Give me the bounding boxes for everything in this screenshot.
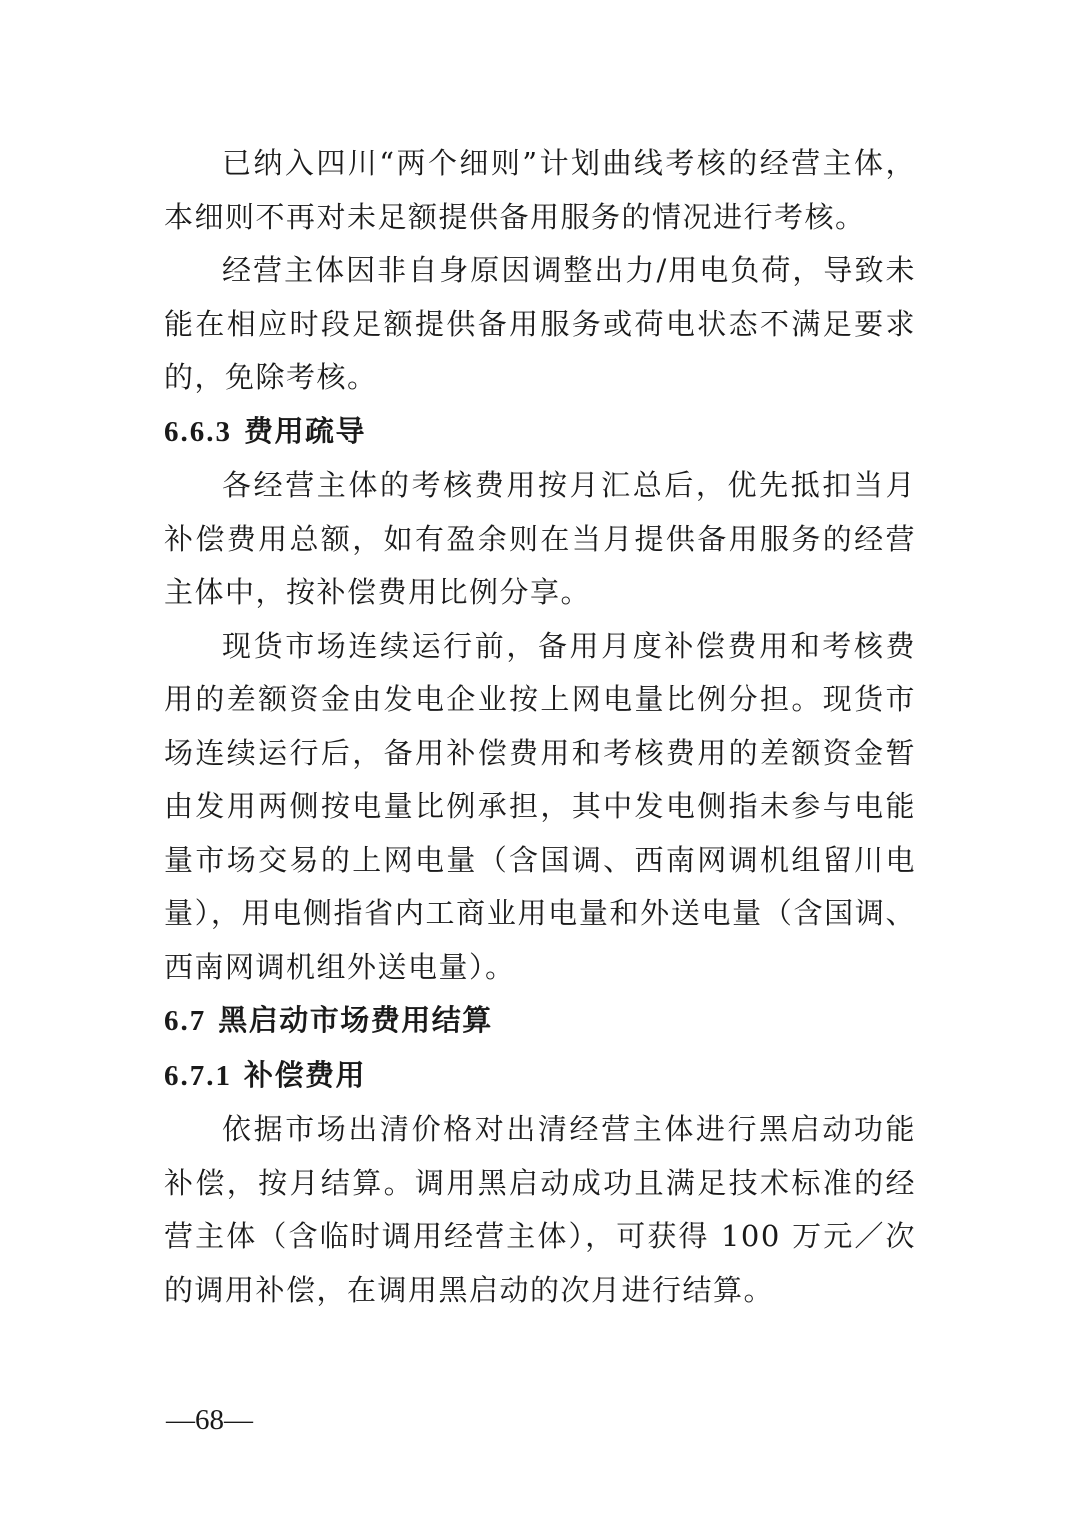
section-number: 6.7.1 <box>164 1059 232 1092</box>
section-title: 补偿费用 <box>244 1057 367 1092</box>
section-heading-6-7 <box>164 994 916 1049</box>
section-title: 黑启动市场费用结算 <box>218 1003 493 1037</box>
section-number: 6.6.3 <box>164 415 232 448</box>
section-number: 6.7 <box>164 1005 207 1037</box>
paragraph-non-self-cause-exemption: 经营主体因非自身原因调整出力/用电负荷，导致未能在相应时段足额提供备用服务或荷电状态不满足要求的，免除考核。 <box>164 253 916 394</box>
paragraph-fee-offset: 各经营主体的考核费用按月汇总后，优先抵扣当月补偿费用总额，如有盈余则在当月提供备用服务的经营主体中，按补偿费用比例分享。 <box>164 468 916 609</box>
page-content <box>164 137 916 1317</box>
paragraph-spot-market-allocation: 现货市场连续运行前，备用月度补偿费用和考核费用的差额资金由发电企业按上网电量比例分担。现货市场连续运行后，备用补偿费用和考核费用的差额资金暂由发用两侧按电量比例承担，其中发电侧指未参与电能量市场交易的上网电量（含国调、西南网调机组留川电量），用电侧指省内工商业用电量和外送电量（含国调、西南网调机组外送电量）。 <box>164 628 916 984</box>
paragraph-quota-exemption: 已纳入四川“两个细则”计划曲线考核的经营主体，本细则不再对未足额提供备用服务的情况进行考核。 <box>164 146 916 234</box>
section-heading-6-6-3 <box>164 405 916 460</box>
page-number: —68— <box>166 1404 253 1436</box>
paragraph-black-start-compensation: 依据市场出清价格对出清经营主体进行黑启动功能补偿，按月结算。调用黑启动成功且满足技术标准的经营主体（含临时调用经营主体），可获得 100 万元／次的调用补偿，在调用黑启动的次月进行结算。 <box>164 1112 916 1307</box>
section-title: 费用疏导 <box>244 413 367 448</box>
section-heading-6-7-1 <box>164 1049 916 1104</box>
